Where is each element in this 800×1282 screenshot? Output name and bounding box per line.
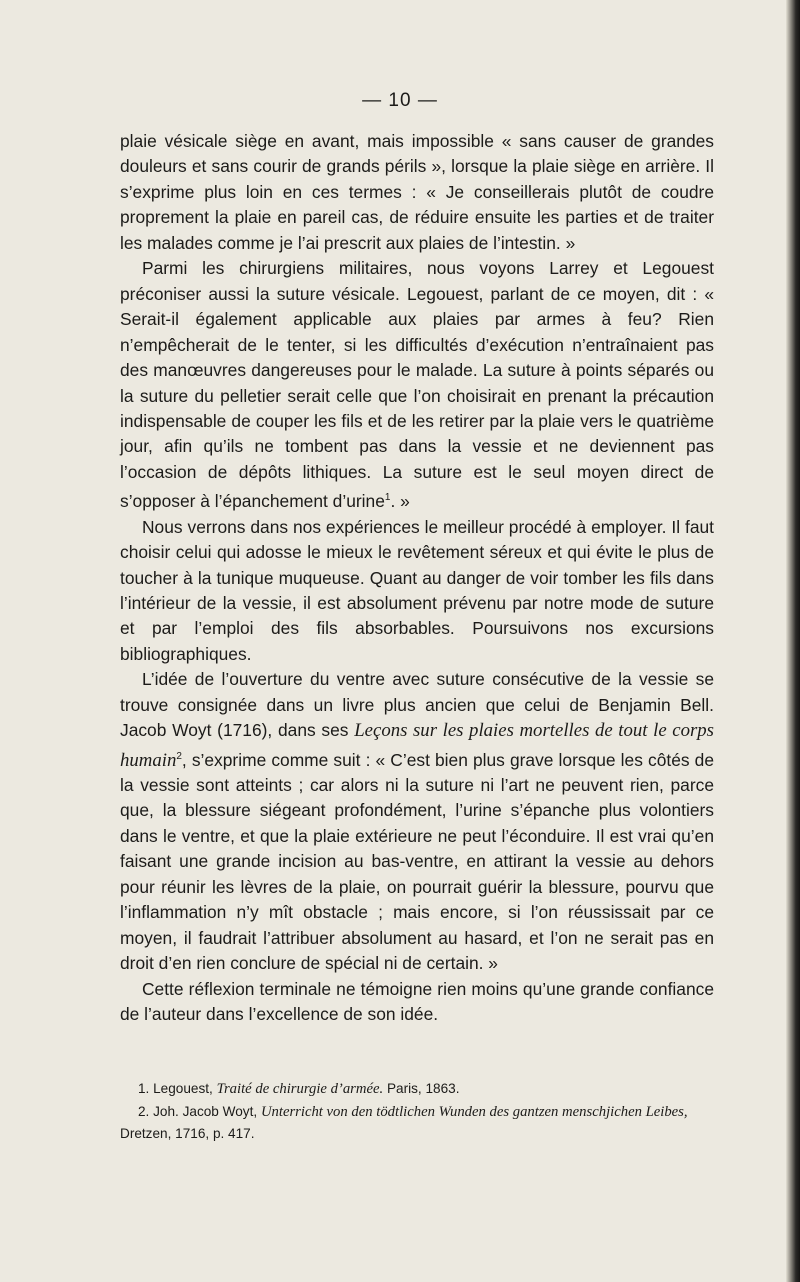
page-number: — 10 — [362, 90, 438, 111]
footnote-2-title: Unterricht von den tödtlichen Wunden des gantzen menschjichen Leibes, [260, 1103, 688, 1120]
paragraph-1 [120, 129, 714, 256]
footnote-2-publication: Dretzen, 1716, p. 417. [120, 1126, 255, 1141]
footnote-2-author: Joh. Jacob Woyt, [153, 1103, 258, 1119]
paragraph-4 [120, 667, 714, 976]
paragraph-5-text: Cette réflexion terminale ne témoigne rien moins qu’une grande confiance de l’auteur dans l’excellence de son idée. [120, 978, 714, 1024]
paragraph-2-tail: . » [390, 491, 410, 512]
footnote-2 [120, 1101, 714, 1145]
paragraph-5 [120, 977, 714, 1028]
footnotes [120, 1078, 714, 1145]
paragraph-1-text: plaie vésicale siège en avant, mais impossible « sans causer de grandes douleurs et sans courir de grands périls », lorsque la plaie siège en arrière. Il s’exprime plus loin en ces termes : « Je conseillerais plutôt de coudre proprement la plaie en pareil cas, de réduire ensuite les parties et de traiter les malades comme je l’ai prescrit aux plaies de l’intestin. » [120, 131, 714, 253]
paragraph-4-tail: , s’exprime comme suit : « C’est bien plus grave lorsque les côtés de la vessie sont atteints ; car alors ni la suture ni l’art ne peuvent rien, parce que, la blessure siégeant profondément, l’urine s’épanche plus volontiers dans le ventre, et que la plaie extérieure ne peut l’éconduire. Il est vrai qu’en faisant une grande incision au bas-ventre, en attirant la vessie au dehors pour réunir les lèvres de la plaie, on pourrait guérir la blessure, pourvu que l’inflammation n’y mît obstacle ; mais encore, si l’on réussissait par ce moyen, il faudrait l’attribuer absolument au hasard, et l’on ne serait pas en droit d’en rien conclure de spécial ni de certain. » [120, 749, 714, 974]
footnote-1-title: Traité de chirurgie d’armée. [216, 1081, 384, 1097]
paragraph-2-text: Parmi les chirurgiens militaires, nous voyons Larrey et Legouest préconiser aussi la suture vésicale. Legouest, parlant de ce moyen, dit : « Serait-il également applicable aux plaies par armes à feu? Rien n’empêcherait de le tenter, si les difficultés d’exécution n’entraînaient pas des manœuvres dangereuses pour le malade. La suture à points séparés ou la suture du pelletier serait celle que l’on choisirait en prenant la précaution indispensable de couper les fils et de les retirer par la plaie vers le quatrième jour, afin qu’ils ne tombent pas dans la vessie et ne deviennent pas l’occasion de dépôts lithiques. La suture est le seul moyen direct de s’opposer à l’épanchement d’urine [120, 258, 714, 512]
paragraph-2 [120, 256, 714, 514]
footnote-ref-2: 2 [176, 750, 182, 762]
paragraph-3-text: Nous verrons dans nos expériences le meilleur procédé à employer. Il faut choisir celui qui adosse le mieux le revêtement séreux et qui évite le plus de toucher à la tunique muqueuse. Quant au danger de voir tomber les fils dans l’intérieur de la vessie, il est absolument prévenu par notre mode de suture et par l’emploi des fils absorbables. Poursuivons nos excursions bibliographiques. [120, 516, 714, 664]
paragraph-3 [120, 515, 714, 668]
footnote-1-author: Legouest, [153, 1081, 213, 1096]
paragraph-4-lead: L’idée de l’ouverture du ventre avec suture consécutive de la vessie se trouve consignée dans un livre plus ancien que celui de Benjamin Bell. Jacob Woyt (1716), dans ses [120, 669, 714, 741]
footnote-1-publication: Paris, 1863. [386, 1081, 460, 1096]
page-edge-shadow [786, 0, 800, 1282]
footnote-2-number: 2. [138, 1103, 150, 1119]
body-text [120, 129, 714, 1027]
footnote-1 [120, 1078, 714, 1101]
footnote-ref-1: 1 [384, 492, 391, 504]
footnote-1-number: 1. [138, 1081, 150, 1096]
book-title-woyt: Leçons sur les plaies mortelles de tout le corps humain [120, 720, 714, 771]
